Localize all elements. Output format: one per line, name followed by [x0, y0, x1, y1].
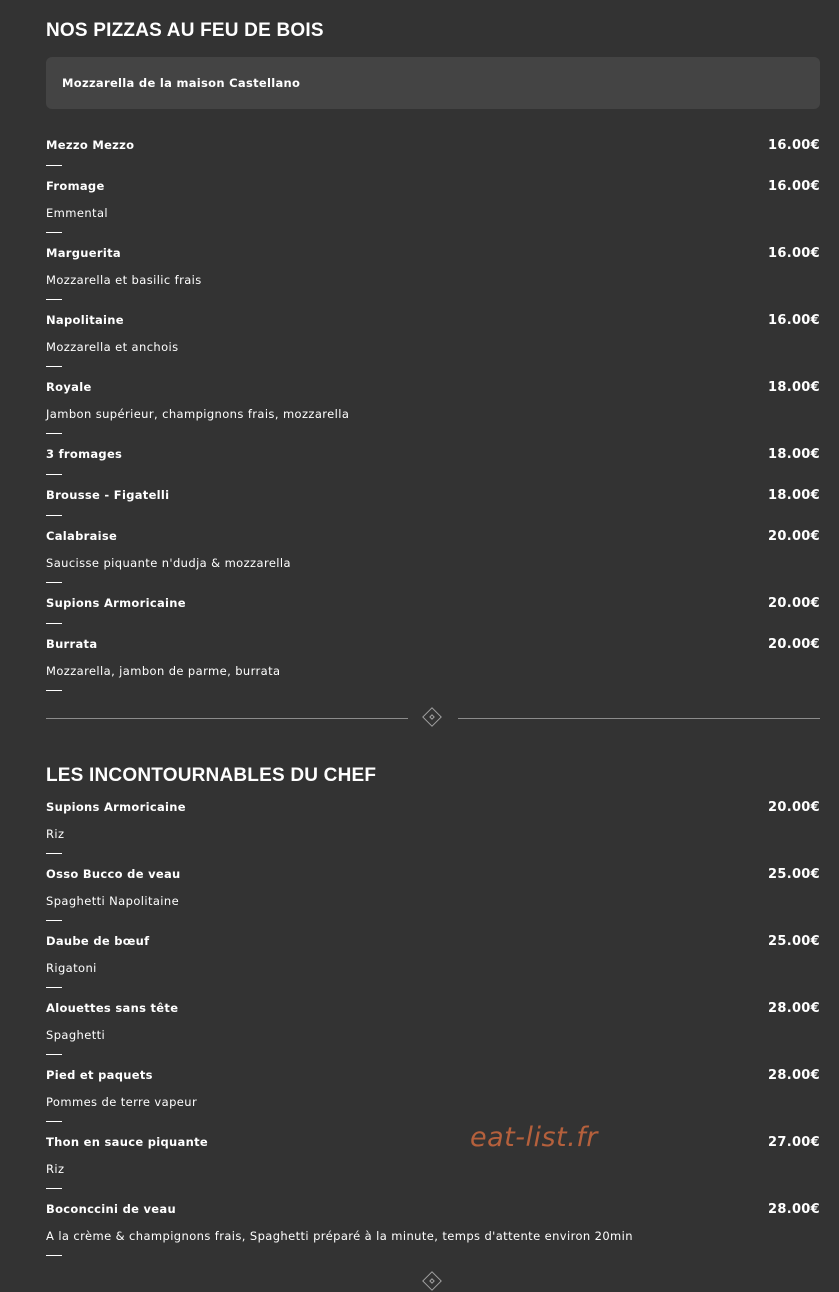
section-title-chef: LES INCONTOURNABLES DU CHEF	[46, 765, 377, 786]
menu-item-price: 20.00€	[768, 596, 820, 611]
menu-item-name: Calabraise	[46, 529, 118, 543]
menu-item-name: Marguerita	[46, 246, 121, 260]
menu-item-row	[46, 1134, 820, 1151]
divider-line-right	[458, 718, 820, 719]
menu-item-row	[46, 933, 820, 950]
menu-item-row	[46, 1000, 820, 1017]
item-separator-dash	[46, 366, 62, 367]
menu-item-description: Mozzarella et anchois	[46, 340, 179, 354]
menu-item-row	[46, 178, 820, 195]
menu-item-name: Fromage	[46, 179, 105, 193]
menu-item	[46, 178, 820, 233]
menu-item-price: 28.00€	[768, 1068, 820, 1083]
menu-item-price: 18.00€	[768, 447, 820, 462]
menu-item-price: 20.00€	[768, 800, 820, 815]
menu-item-description: Mozzarella, jambon de parme, burrata	[46, 664, 281, 678]
menu-item-price: 20.00€	[768, 637, 820, 652]
menu-item-name: Royale	[46, 380, 92, 394]
menu-item-row	[46, 866, 820, 883]
menu-item-description: Saucisse piquante n'dudja & mozzarella	[46, 556, 291, 570]
menu-item	[46, 487, 820, 516]
menu-item	[46, 1000, 820, 1055]
menu-item	[46, 1201, 820, 1256]
menu-item-name: 3 fromages	[46, 447, 123, 461]
menu-item-name: Pied et paquets	[46, 1068, 153, 1082]
diamond-ornament-icon	[422, 1271, 442, 1291]
menu-item-row	[46, 636, 820, 653]
item-separator-dash	[46, 1188, 62, 1189]
menu-item-price: 16.00€	[768, 138, 820, 153]
menu-item-row	[46, 379, 820, 396]
menu-item-price: 16.00€	[768, 179, 820, 194]
pizza-menu-list	[46, 137, 820, 703]
item-separator-dash	[46, 515, 62, 516]
menu-item-description: Spaghetti Napolitaine	[46, 894, 180, 908]
menu-item	[46, 379, 820, 434]
item-separator-dash	[46, 987, 62, 988]
menu-item-price: 20.00€	[768, 529, 820, 544]
menu-item-name: Mezzo Mezzo	[46, 138, 135, 152]
menu-item-price: 25.00€	[768, 867, 820, 882]
menu-item-row	[46, 312, 820, 329]
item-separator-dash	[46, 165, 62, 166]
menu-item-row	[46, 245, 820, 262]
section-title-pizzas: NOS PIZZAS AU FEU DE BOIS	[46, 20, 324, 41]
menu-item	[46, 137, 820, 166]
item-separator-dash	[46, 690, 62, 691]
menu-item-name: Supions Armoricaine	[46, 596, 186, 610]
menu-item-row	[46, 446, 820, 463]
menu-item-description: Pommes de terre vapeur	[46, 1095, 198, 1109]
menu-item-row	[46, 528, 820, 545]
menu-item-price: 18.00€	[768, 488, 820, 503]
menu-item	[46, 1067, 820, 1122]
item-separator-dash	[46, 1121, 62, 1122]
pizza-note-box	[46, 57, 820, 109]
menu-item-description: Mozzarella et basilic frais	[46, 273, 202, 287]
menu-item-name: Supions Armoricaine	[46, 800, 186, 814]
item-separator-dash	[46, 920, 62, 921]
menu-item	[46, 446, 820, 475]
menu-item-name: Daube de bœuf	[46, 934, 150, 948]
menu-item-name: Alouettes sans tête	[46, 1001, 179, 1015]
item-separator-dash	[46, 853, 62, 854]
menu-item-price: 18.00€	[768, 380, 820, 395]
menu-item-row	[46, 595, 820, 612]
menu-item-name: Burrata	[46, 637, 98, 651]
pizza-note-text: Mozzarella de la maison Castellano	[62, 76, 301, 90]
menu-item-price: 16.00€	[768, 313, 820, 328]
section-divider	[46, 708, 820, 728]
menu-item	[46, 866, 820, 921]
item-separator-dash	[46, 299, 62, 300]
item-separator-dash	[46, 623, 62, 624]
menu-item	[46, 595, 820, 624]
menu-item	[46, 636, 820, 691]
diamond-ornament-icon	[422, 707, 442, 727]
menu-item	[46, 245, 820, 300]
menu-item-name: Thon en sauce piquante	[46, 1135, 208, 1149]
menu-item-description: Riz	[46, 827, 65, 841]
section-divider-bottom	[46, 1272, 820, 1292]
menu-item-name: Brousse - Figatelli	[46, 488, 170, 502]
menu-item-row	[46, 487, 820, 504]
menu-item	[46, 1134, 820, 1189]
menu-item	[46, 312, 820, 367]
menu-item	[46, 799, 820, 854]
chef-menu-list	[46, 799, 820, 1268]
watermark: eat-list.fr	[470, 1122, 598, 1153]
item-separator-dash	[46, 1054, 62, 1055]
menu-item-name: Osso Bucco de veau	[46, 867, 181, 881]
item-separator-dash	[46, 1255, 62, 1256]
menu-item-description: Riz	[46, 1162, 65, 1176]
menu-item-row	[46, 137, 820, 154]
menu-item-description: Emmental	[46, 206, 108, 220]
divider-line-left	[46, 718, 408, 719]
menu-item-price: 28.00€	[768, 1001, 820, 1016]
menu-item-price: 27.00€	[768, 1135, 820, 1150]
menu-item-name: Napolitaine	[46, 313, 124, 327]
item-separator-dash	[46, 474, 62, 475]
menu-item-price: 28.00€	[768, 1202, 820, 1217]
item-separator-dash	[46, 433, 62, 434]
menu-item-description: Jambon supérieur, champignons frais, mozzarella	[46, 407, 350, 421]
menu-item-description: Rigatoni	[46, 961, 97, 975]
menu-item	[46, 933, 820, 988]
menu-item-name: Boconccini de veau	[46, 1202, 176, 1216]
menu-item-price: 25.00€	[768, 934, 820, 949]
item-separator-dash	[46, 232, 62, 233]
menu-item	[46, 528, 820, 583]
item-separator-dash	[46, 582, 62, 583]
menu-item-row	[46, 1067, 820, 1084]
menu-item-row	[46, 1201, 820, 1218]
menu-item-row	[46, 799, 820, 816]
menu-item-price: 16.00€	[768, 246, 820, 261]
menu-item-description: A la crème & champignons frais, Spaghetti préparé à la minute, temps d'attente environ 20min	[46, 1229, 633, 1243]
menu-item-description: Spaghetti	[46, 1028, 106, 1042]
